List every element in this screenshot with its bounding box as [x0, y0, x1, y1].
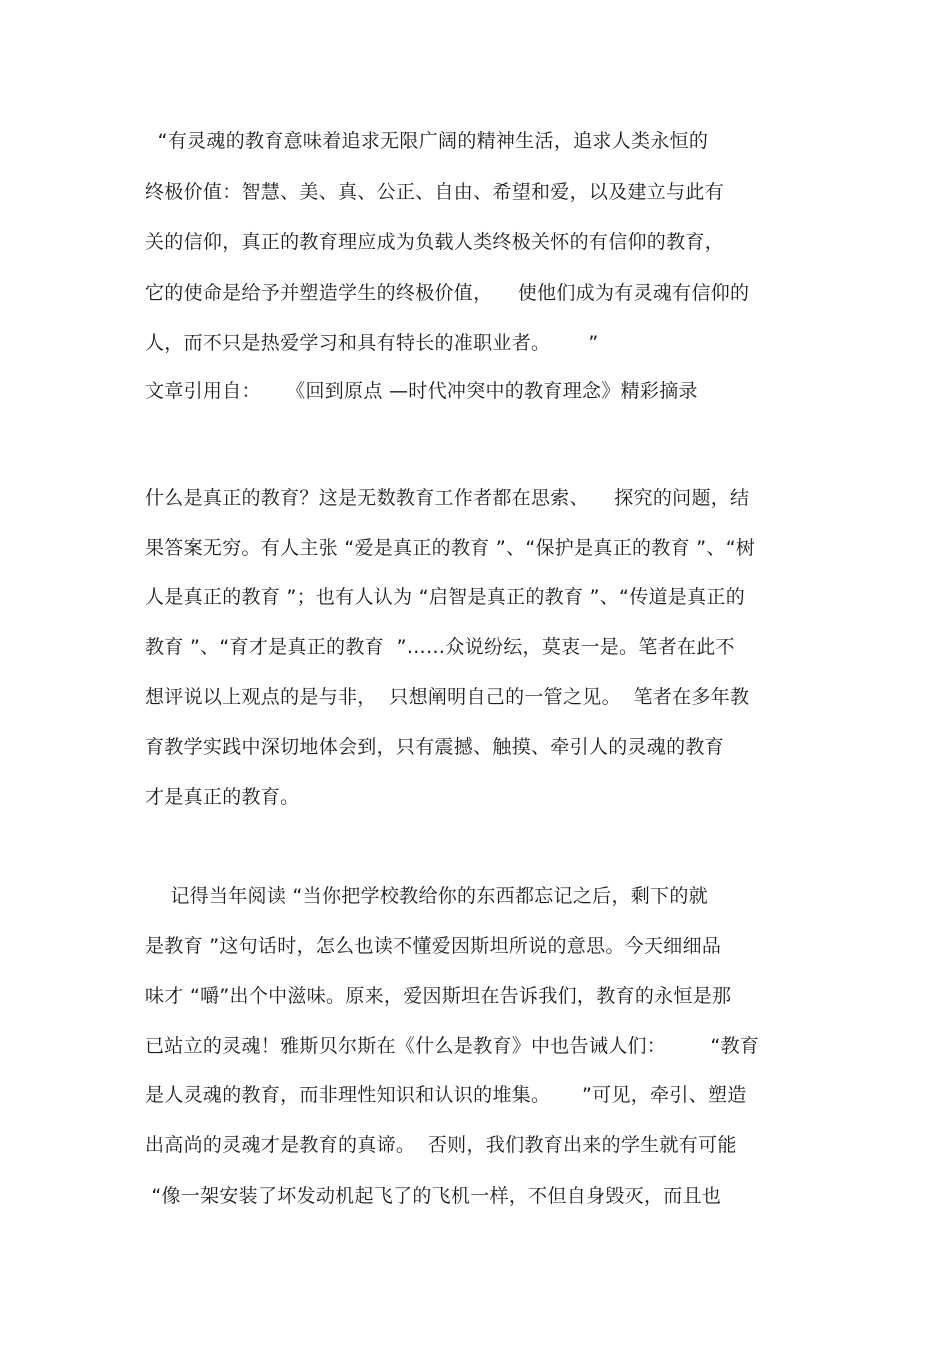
quote-line-1: “有灵魂的教育意味着追求无限广阔的精神生活，追求人类永恒的 — [145, 130, 709, 152]
paragraph-1-line-3: 人是真正的教育 ”；也有人认为 “启智是真正的教育 ”、“传道是真正的 — [145, 586, 745, 608]
paragraph-1-line-6: 育教学实践中深切地体会到，只有震撼、触摸、牵引人的灵魂的教育 — [145, 736, 725, 758]
paragraph-2-line-2: 是教育 ”这句话时，怎么也读不懂爱因斯坦所说的意思。今天细细品 — [145, 935, 722, 957]
paragraph-1-line-4: 教育 ”、“育才是真正的教育 ”……众说纷纭，莫衷一是。笔者在此不 — [145, 636, 735, 658]
quote-line-2: 终极价值：智慧、美、真、公正、自由、希望和爱，以及建立与此有 — [145, 181, 725, 203]
paragraph-1-line-1: 什么是真正的教育？这是无数教育工作者都在思索、 探究的问题，结 — [145, 487, 750, 509]
paragraph-1-line-2: 果答案无穷。有人主张 “爱是真正的教育 ”、“保护是真正的教育 ”、“树 — [145, 537, 756, 559]
paragraph-2-line-5: 是人灵魂的教育，而非理性知识和认识的堆集。 ”可见，牵引、塑造 — [145, 1084, 747, 1106]
paragraph-2-line-7: “像一架安装了坏发动机起飞了的飞机一样，不但自身毁灭，而且也 — [145, 1185, 722, 1207]
citation-line: 文章引用自： 《回到原点 —时代冲突中的教育理念》精彩摘录 — [145, 380, 698, 402]
quote-line-3: 关的信仰，真正的教育理应成为负载人类终极关怀的有信仰的教育， — [145, 231, 725, 253]
paragraph-2-line-4: 已站立的灵魂！雅斯贝尔斯在《什么是教育》中也告诫人们： “教育 — [145, 1035, 760, 1057]
paragraph-1-line-7: 才是真正的教育。 — [145, 786, 300, 808]
paragraph-2-line-3: 味才 “嚼”出个中滋味。原来，爱因斯坦在告诉我们，教育的永恒是那 — [145, 985, 732, 1007]
quote-line-4: 它的使命是给予并塑造学生的终极价值， 使他们成为有灵魂有信仰的 — [145, 282, 750, 304]
paragraph-1-line-5: 想评说以上观点的是与非， 只想阐明自己的一管之见。 笔者在多年教 — [145, 686, 750, 708]
paragraph-2-line-6: 出高尚的灵魂才是教育的真谛。 否则，我们教育出来的学生就有可能 — [145, 1134, 737, 1156]
paragraph-2-line-1: 记得当年阅读 “当你把学校教给你的东西都忘记之后，剩下的就 — [145, 885, 708, 907]
quote-line-5: 人，而不只是热爱学习和具有特长的准职业者。 ” — [145, 332, 599, 354]
